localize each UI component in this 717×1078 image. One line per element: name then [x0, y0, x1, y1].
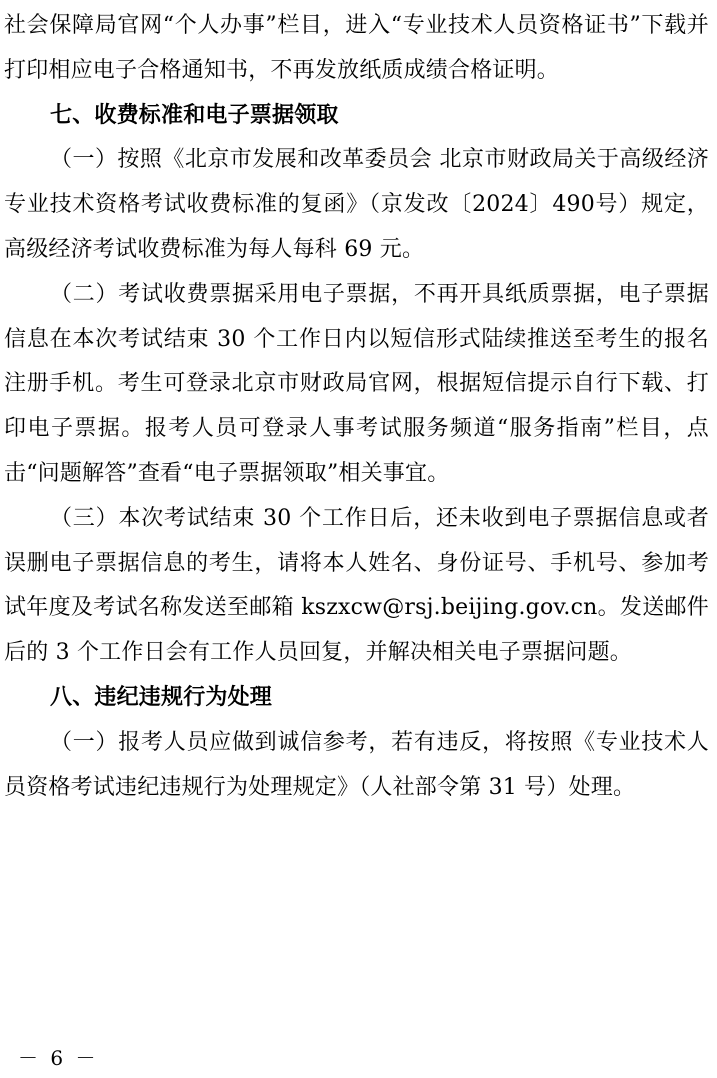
paragraph-receipt-problem: （三）本次考试结束 30 个工作日后，还未收到电子票据信息或者误删电子票据信息的考生，请将本人姓名、身份证号、手机号、参加考试年度及考试名称发送至邮箱 kszxcw@rsj.beijing.gov.cn。发送邮件后的 3 个工作日会有工作人员回复，并解决相关电子票据问题。 [4, 505, 709, 666]
document-body [4, 4, 709, 810]
paragraph-fee-standard: （一）按照《北京市发展和改革委员会 北京市财政局关于高级经济专业技术资格考试收费标准的复函》（京发改〔2024〕490号）规定，高级经济考试收费标准为每人每科 69 元。 [4, 147, 709, 262]
section-heading-fees: 七、收费标准和电子票据领取 [50, 102, 339, 128]
paragraph-electronic-receipt: （二）考试收费票据采用电子票据，不再开具纸质票据，电子票据信息在本次考试结束 30 个工作日内以短信形式陆续推送至考生的报名注册手机。考生可登录北京市财政局官网，根据短信提示自行下载、打印电子票据。报考人员可登录人事考试服务频道“服务指南”栏目，点击“问题解答”查看“电子票据领取”相关事宜。 [4, 281, 709, 486]
section-heading-violations: 八、违纪违规行为处理 [50, 684, 273, 710]
paragraph-violation-handling: （一）报考人员应做到诚信参考，若有违反，将按照《专业技术人员资格考试违纪违规行为处理规定》（人社部令第 31 号）处理。 [4, 729, 709, 800]
page-number: － 6 － [18, 1046, 99, 1070]
paragraph-continuation: 社会保障局官网“个人办事”栏目，进入“专业技术人员资格证书”下载并打印相应电子合格通知书，不再发放纸质成绩合格证明。 [4, 13, 709, 83]
